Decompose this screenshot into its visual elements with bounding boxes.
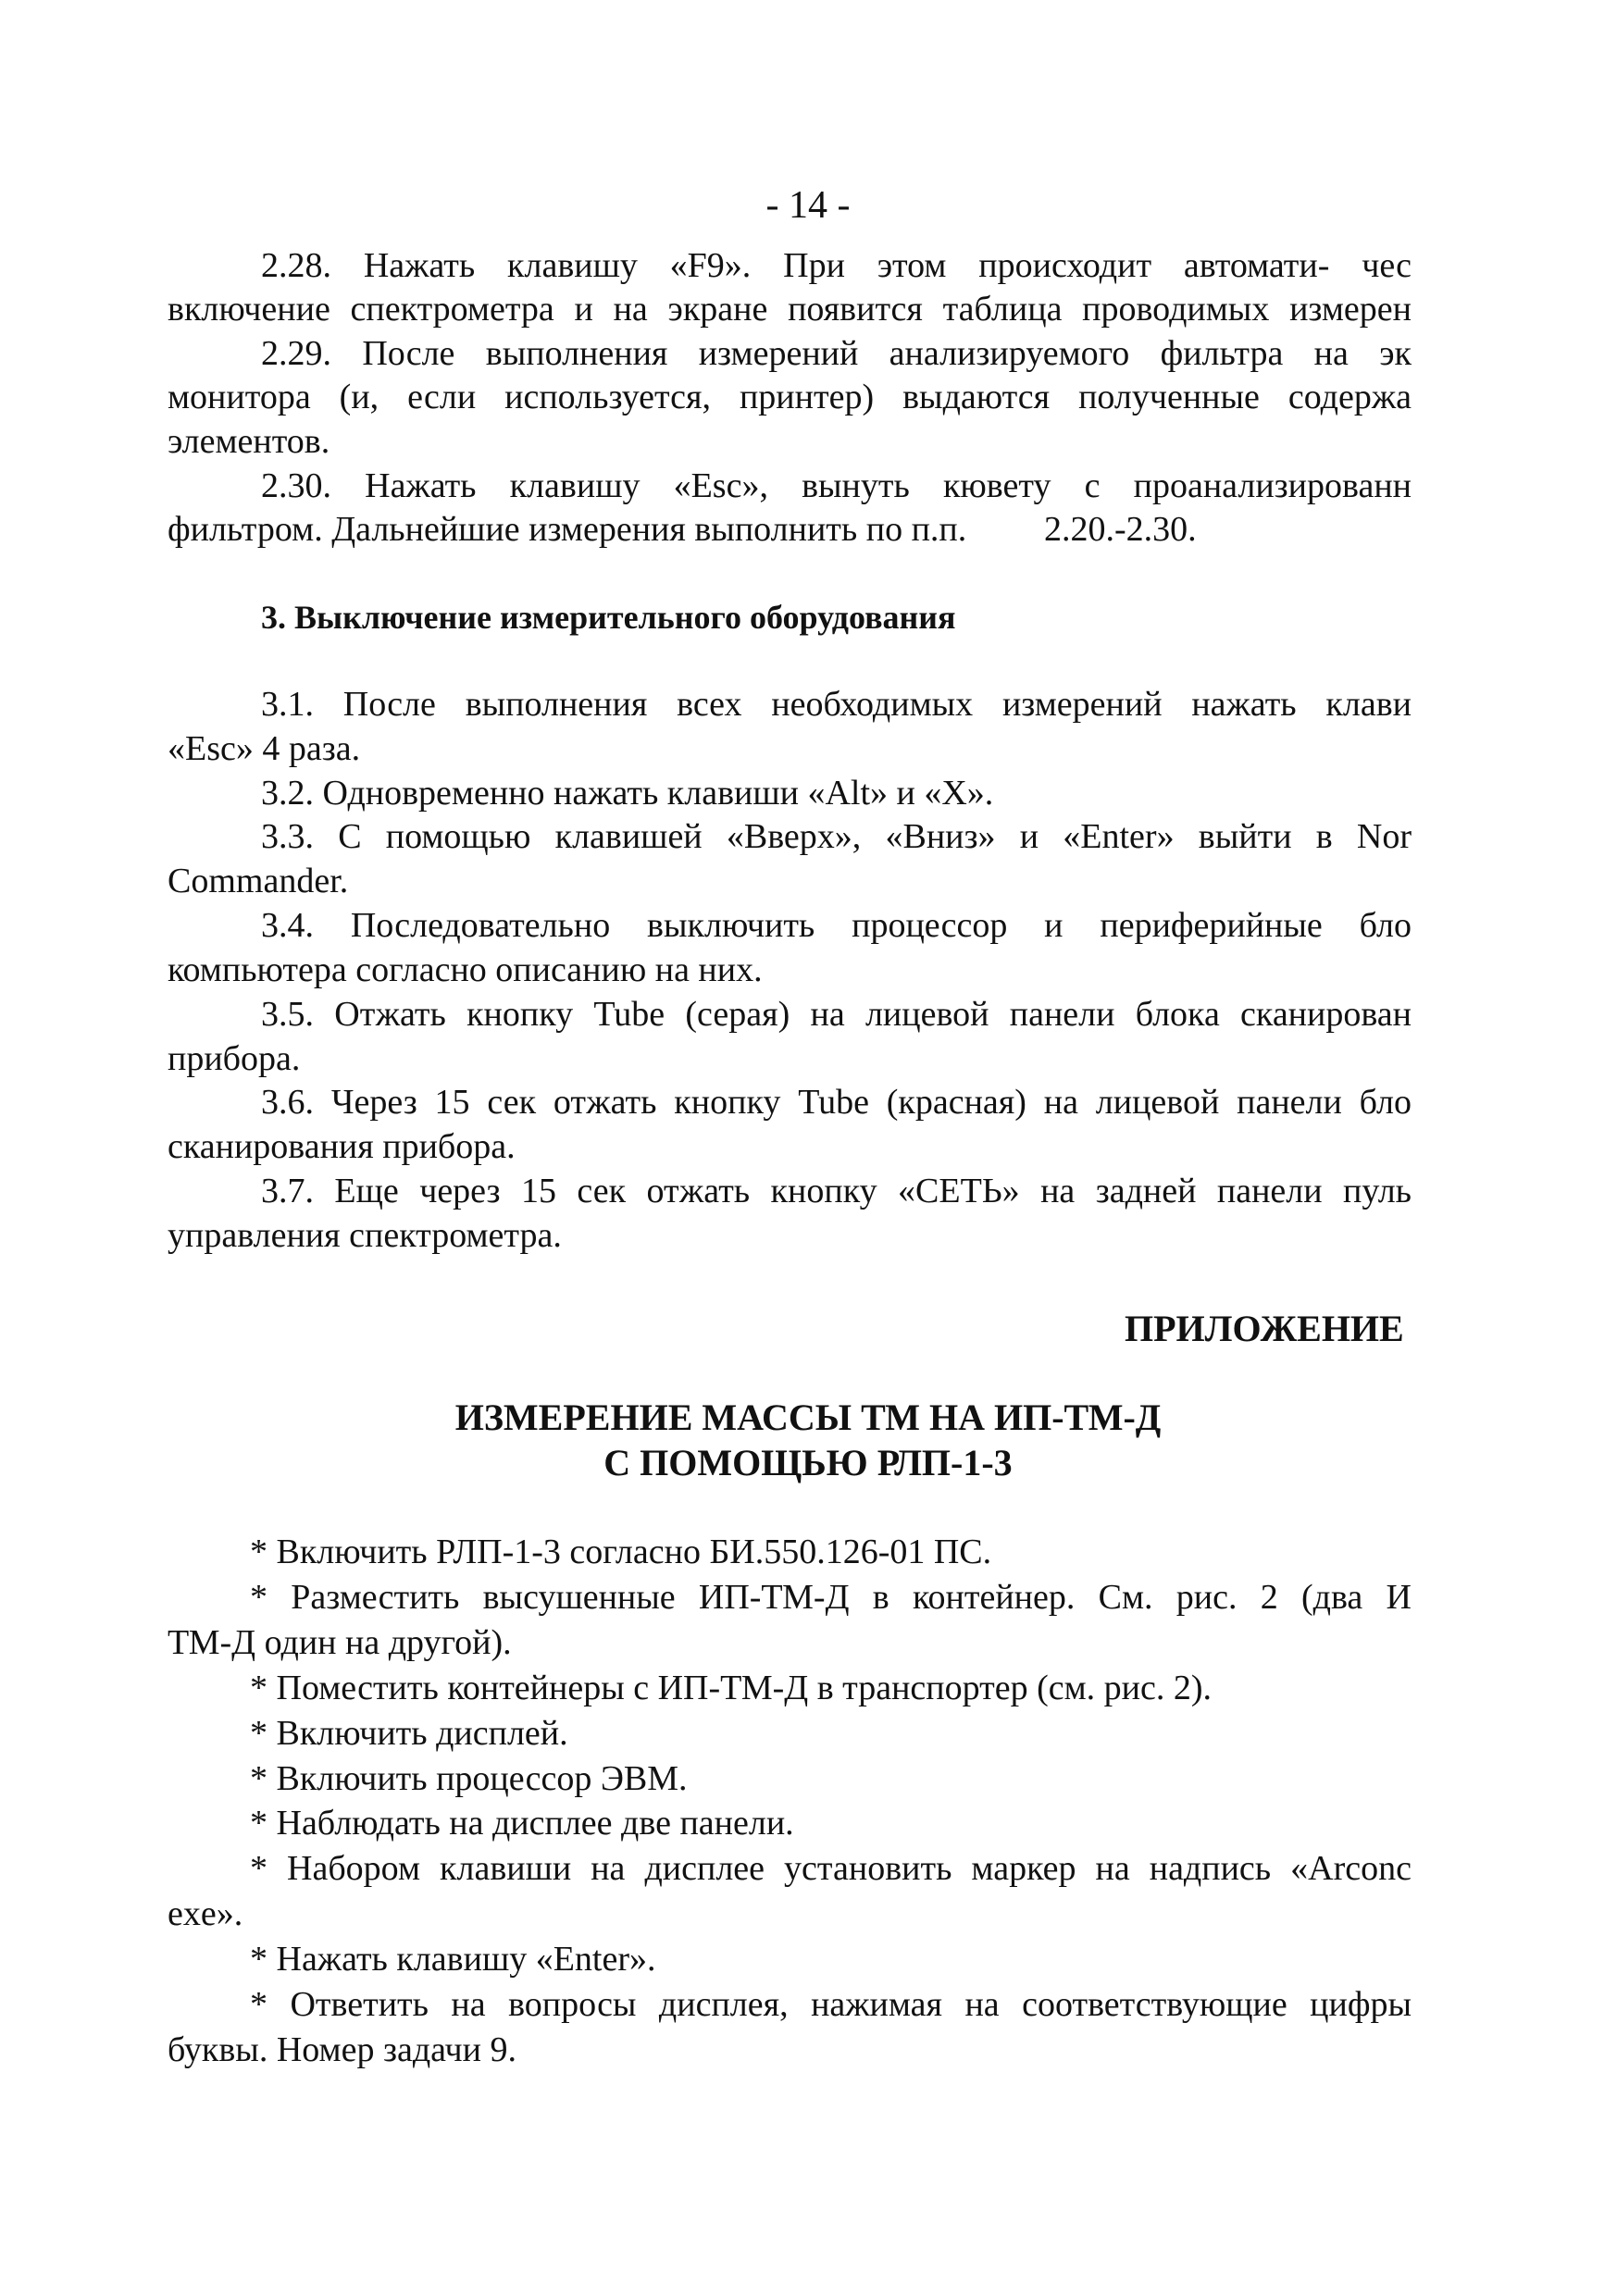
list-item: * Ответить на вопросы дисплея, нажимая на соответствующие цифры: [250, 1985, 1412, 2024]
list-item: * Поместить контейнеры с ИП-ТМ-Д в транспортер (см. рис. 2).: [250, 1669, 1213, 1707]
appendix-title: ИЗМЕРЕНИЕ МАССЫ ТМ НА ИП-ТМ-Д: [454, 1396, 1162, 1438]
paragraph-line: элементов.: [168, 422, 330, 461]
section-heading: 3. Выключение измерительного оборудования: [261, 599, 956, 636]
list-item-continuation: ТМ-Д один на другой).: [168, 1623, 512, 1662]
paragraph-line: компьютера согласно описанию на них.: [168, 950, 763, 989]
list-item-continuation: буквы. Номер задачи 9.: [168, 2030, 516, 2069]
appendix-subtitle: С ПОМОЩЬЮ РЛП-1-3: [603, 1442, 1013, 1483]
paragraph-line: 3.4. Последовательно выключить процессор и периферийные бло: [261, 906, 1412, 945]
list-item: * Включить РЛП-1-3 согласно БИ.550.126-01 ПС.: [250, 1533, 992, 1571]
list-item: * Включить процессор ЭВМ.: [250, 1759, 688, 1798]
paragraph-line: включение спектрометра и на экране появится таблица проводимых измерен: [168, 290, 1412, 329]
list-item: * Разместить высушенные ИП-ТМ-Д в контейнер. См. рис. 2 (два И: [250, 1578, 1412, 1617]
appendix-label: ПРИЛОЖЕНИЕ: [1125, 1308, 1404, 1349]
paragraph-line: 2.29. После выполнения измерений анализируемого фильтра на эк: [261, 334, 1412, 373]
paragraph-reference: 2.20.-2.30.: [1044, 510, 1197, 549]
list-item: * Нажать клавишу «Enter».: [250, 1940, 656, 1979]
paragraph-line: управления спектрометра.: [168, 1216, 562, 1255]
paragraph-line: «Esc» 4 раза.: [168, 729, 361, 768]
paragraph-line: прибора.: [168, 1039, 301, 1078]
paragraph-line: 3.3. С помощью клавишей «Вверх», «Вниз» и «Enter» выйти в Nor: [261, 817, 1412, 856]
paragraph-line: 3.7. Еще через 15 сек отжать кнопку «СЕТЬ» на задней панели пуль: [261, 1172, 1412, 1210]
paragraph-line: сканирования прибора.: [168, 1127, 516, 1166]
page-number: - 14 -: [765, 184, 851, 227]
list-item: * Наблюдать на дисплее две панели.: [250, 1804, 794, 1843]
paragraph-line: 2.30. Нажать клавишу «Esc», вынуть кювету с проанализированн: [261, 466, 1412, 505]
paragraph-line: 3.5. Отжать кнопку Tube (серая) на лицевой панели блока сканирован: [261, 995, 1412, 1034]
list-item-continuation: exe».: [168, 1894, 243, 1933]
list-item: * Включить дисплей.: [250, 1714, 568, 1753]
list-item: * Набором клавиши на дисплее установить маркер на надпись «Arconc: [250, 1849, 1412, 1888]
paragraph-line: Commander.: [168, 862, 349, 900]
paragraph-line: монитора (и, если используется, принтер) выдаются полученные содержа: [168, 378, 1412, 416]
paragraph-line: фильтром. Дальнейшие измерения выполнить по п.п.: [168, 510, 967, 549]
paragraph-line: 2.28. Нажать клавишу «F9». При этом происходит автомати- чес: [261, 246, 1412, 285]
paragraph-line: 3.2. Одновременно нажать клавиши «Alt» и «X».: [261, 774, 994, 813]
paragraph-line: 3.6. Через 15 сек отжать кнопку Tube (красная) на лицевой панели бло: [261, 1083, 1412, 1122]
paragraph-line: 3.1. После выполнения всех необходимых измерений нажать клави: [261, 685, 1412, 724]
